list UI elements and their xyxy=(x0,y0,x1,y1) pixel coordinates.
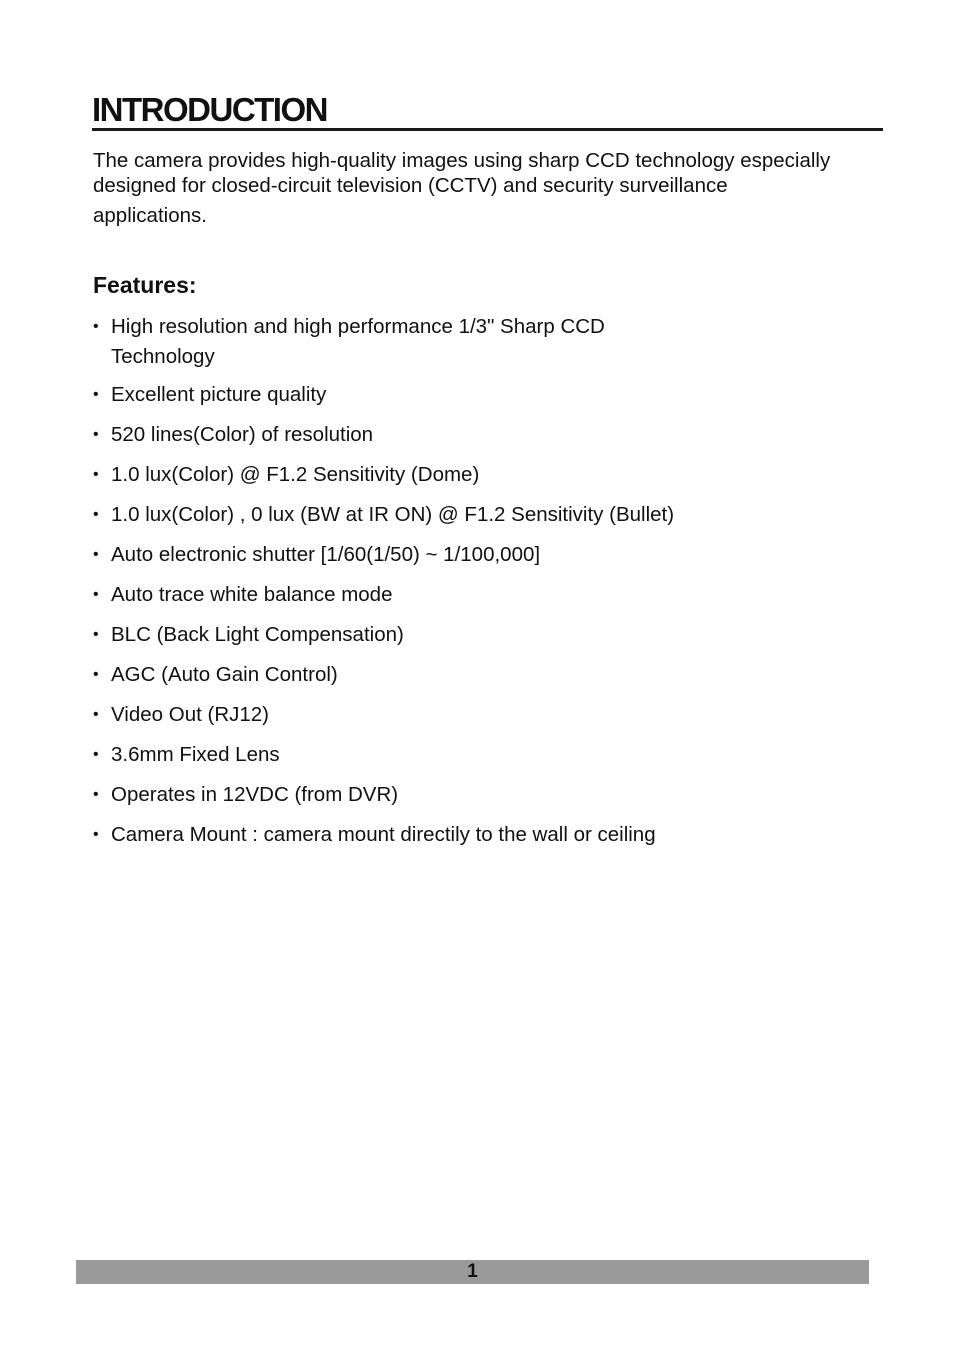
feature-text: 1.0 lux(Color) , 0 lux (BW at IR ON) @ F1.2 Sensitivity (Bullet) xyxy=(111,503,675,526)
features-heading: Features: xyxy=(93,272,197,298)
feature-item xyxy=(93,700,893,730)
footer-bar xyxy=(76,1260,869,1284)
feature-text: BLC (Back Light Compensation) xyxy=(111,623,404,646)
bullet-icon: • xyxy=(93,318,99,335)
title-underline xyxy=(92,128,883,131)
feature-text: 3.6mm Fixed Lens xyxy=(111,743,280,766)
bullet-icon: • xyxy=(93,586,99,603)
bullet-icon: • xyxy=(93,466,99,483)
bullet-icon: • xyxy=(93,666,99,683)
feature-text-continued: Technology xyxy=(111,345,215,368)
feature-text: Camera Mount : camera mount directily to the wall or ceiling xyxy=(111,823,656,846)
feature-text: Auto electronic shutter [1/60(1/50) ~ 1/100,000] xyxy=(111,543,541,566)
feature-item xyxy=(93,420,893,450)
feature-item xyxy=(93,540,893,570)
feature-text: AGC (Auto Gain Control) xyxy=(111,663,338,686)
feature-item xyxy=(93,460,893,490)
intro-paragraph xyxy=(93,148,913,228)
feature-item xyxy=(93,780,893,810)
intro-line-2: designed for closed-circuit television (CCTV) and security surveillance xyxy=(93,174,728,197)
bullet-icon: • xyxy=(93,826,99,843)
feature-item xyxy=(93,820,893,850)
feature-text: Video Out (RJ12) xyxy=(111,703,270,726)
feature-item xyxy=(93,312,893,372)
intro-line-3: applications. xyxy=(93,204,207,227)
bullet-icon: • xyxy=(93,746,99,763)
page-number: 1 xyxy=(467,1261,478,1282)
feature-item xyxy=(93,500,893,530)
bullet-icon: • xyxy=(93,426,99,443)
feature-text: 520 lines(Color) of resolution xyxy=(111,423,374,446)
feature-item xyxy=(93,620,893,650)
bullet-icon: • xyxy=(93,506,99,523)
intro-line-1: The camera provides high-quality images using sharp CCD technology especially xyxy=(93,149,831,172)
feature-text: Auto trace white balance mode xyxy=(111,583,393,606)
feature-item xyxy=(93,740,893,770)
feature-item xyxy=(93,660,893,690)
bullet-icon: • xyxy=(93,386,99,403)
feature-text: Excellent picture quality xyxy=(111,383,327,406)
bullet-icon: • xyxy=(93,546,99,563)
page-title: INTRODUCTION xyxy=(92,91,327,128)
feature-list xyxy=(93,312,893,860)
bullet-icon: • xyxy=(93,626,99,643)
feature-text: High resolution and high performance 1/3" Sharp CCD xyxy=(111,315,605,338)
feature-text: 1.0 lux(Color) @ F1.2 Sensitivity (Dome) xyxy=(111,463,480,486)
bullet-icon: • xyxy=(93,706,99,723)
feature-item xyxy=(93,580,893,610)
feature-text: Operates in 12VDC (from DVR) xyxy=(111,783,399,806)
feature-item xyxy=(93,380,893,410)
bullet-icon: • xyxy=(93,786,99,803)
